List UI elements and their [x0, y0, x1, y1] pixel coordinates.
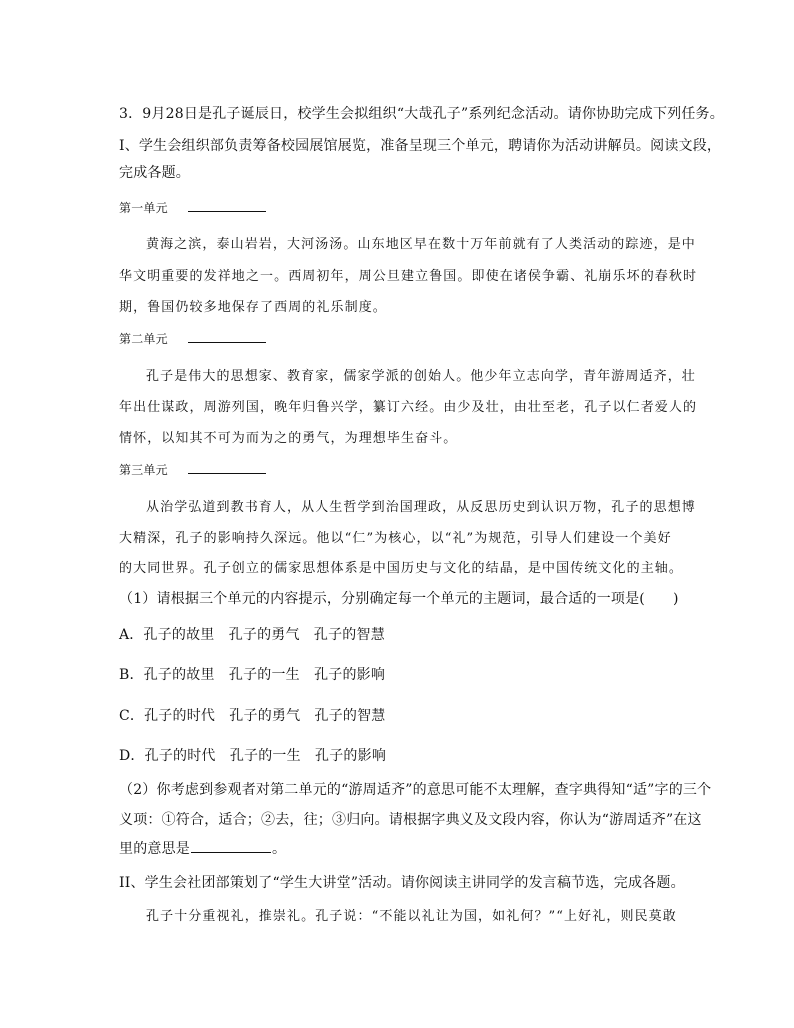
question-3-intro: 3．9月28日是孔子诞辰日，校学生会拟组织“大哉孔子”系列纪念活动。请你协助完成下列任务。 [119, 106, 724, 122]
q2-answer-blank[interactable] [191, 840, 271, 853]
unit2-label: 第二单元 [119, 332, 168, 346]
q1-stem-text: （1）请根据三个单元的内容提示，分别确定每一个单元的主题词，最合适的一项是( [119, 591, 645, 607]
part2-paragraph-line1: 孔子十分重视礼，推崇礼。孔子说：“不能以礼让为国，如礼何？”“上好礼，则民莫敢 [146, 909, 677, 924]
unit2-line1: 孔子是伟大的思想家、教育家，儒家学派的创始人。他少年立志向学，青年游周适齐，壮 [146, 369, 696, 384]
part1-intro-line1: I、学生会组织部负责筹备校园展馆展览，准备呈现三个单元，聘请你为活动讲解员。阅读文段， [119, 138, 722, 154]
q1-stem-close: ) [672, 591, 679, 607]
q2-line1: （2）你考虑到参观者对第二单元的“游周适齐”的意思可能不太理解，查字典得知“适”字的三个 [119, 782, 712, 798]
unit1-line2: 华文明重要的发祥地之一。西周初年，周公旦建立鲁国。即使在诸侯争霸、礼崩乐坏的春秋时 [119, 269, 698, 284]
q1-option-b[interactable]: B．孔子的故里 孔子的一生 孔子的影响 [119, 667, 386, 683]
unit1-line3: 期，鲁国仍较多地保存了西周的礼乐制度。 [119, 300, 387, 315]
unit1-answer-blank[interactable] [188, 199, 266, 212]
unit3-line1: 从治学弘道到教书育人，从人生哲学到治国理政，从反思历史到认识万物，孔子的思想博 [146, 500, 696, 515]
unit3-line2: 大精深，孔子的影响持久深远。他以“仁”为核心，以“礼”为规范，引导人们建设一个美好 [119, 531, 672, 546]
q1-stem [119, 588, 679, 608]
part2-intro: II、学生会社团部策划了“学生大讲堂”活动。请你阅读主讲同学的发言稿节选，完成各题。 [119, 875, 685, 891]
unit3-heading [119, 461, 266, 478]
unit2-answer-blank[interactable] [188, 330, 266, 343]
q2-line3 [119, 838, 286, 858]
unit3-label: 第三单元 [119, 463, 168, 477]
q1-option-a[interactable]: A．孔子的故里 孔子的勇气 孔子的智慧 [119, 627, 385, 643]
unit2-line3: 情怀，以知其不可为而为之的勇气，为理想毕生奋斗。 [119, 431, 458, 446]
part1-intro-line2: 完成各题。 [119, 165, 190, 181]
unit2-line2: 年出仕谋政，周游列国，晚年归鲁兴学，纂订六经。由少及壮，由壮至老，孔子以仁者爱人的 [119, 400, 698, 415]
unit3-line3: 的大同世界。孔子创立的儒家思想体系是中国历史与文化的结晶，是中国传统文化的主轴。 [119, 561, 684, 576]
q2-line3-before: 里的意思是 [119, 841, 190, 857]
q1-option-c[interactable]: C．孔子的时代 孔子的勇气 孔子的智慧 [119, 708, 386, 724]
q1-option-d[interactable]: D．孔子的时代 孔子的一生 孔子的影响 [119, 748, 387, 764]
unit1-heading [119, 199, 266, 216]
q2-line3-after: 。 [272, 841, 287, 857]
q2-line2: 义项：①符合，适合；②去，往；③归向。请根据字典义及文段内容，你认为“游周适齐”在这 [119, 812, 702, 828]
unit3-answer-blank[interactable] [188, 461, 266, 474]
unit1-label: 第一单元 [119, 201, 168, 215]
unit2-heading [119, 330, 266, 347]
unit1-line1: 黄海之滨，泰山岩岩，大河汤汤。山东地区早在数十万年前就有了人类活动的踪迹，是中 [146, 237, 696, 252]
